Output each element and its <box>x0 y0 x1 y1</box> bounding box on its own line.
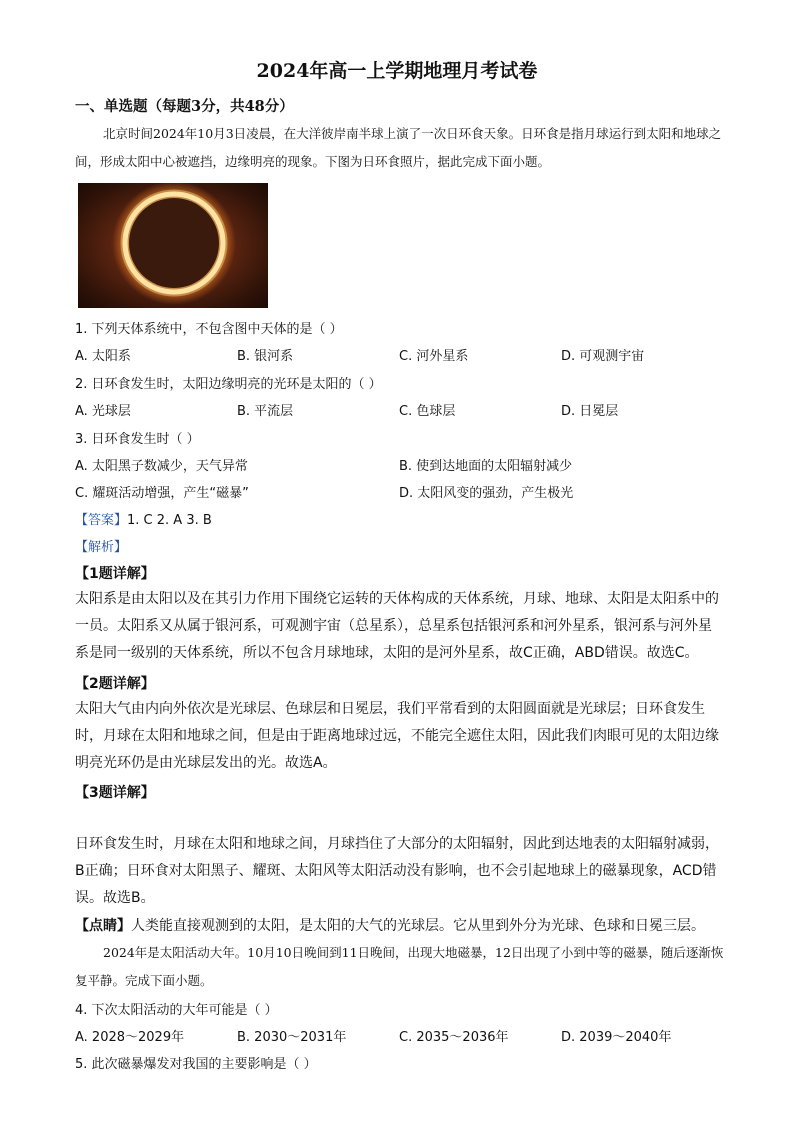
q3-option-d: D. 太阳风变的强劲，产生极光 <box>399 486 574 501</box>
detail-1-text: 太阳系是由太阳以及在其引力作用下围绕它运转的天体构成的天体系统，月球、地球、太阳是太阳系中的一员。太阳系又从属于银河系，可观测宇宙（总星系），总星系包括银河系和河外星系，银河系与河外星系是同一级别的天体系统，所以不包含月球地球，太阳的是河外星系，故C正确，ABD错误。故选C。 <box>75 591 719 661</box>
q4-option-c: C. 2035～2036年 <box>399 1030 509 1045</box>
question-5-stem: 5. 此次磁暴爆发对我国的主要影响是（ ） <box>75 1057 317 1072</box>
question-4-stem: 4. 下次太阳活动的大年可能是（ ） <box>75 1003 278 1018</box>
intro-paragraph-1: 北京时间2024年10月3日凌晨，在大洋彼岸南半球上演了一次日环食天象。日环食是指月球运行到太阳和地球之间，形成太阳中心被遮挡，边缘明亮的现象。下图为日环食照片，据此完成下面小题。 <box>75 126 722 169</box>
q1-option-b: B. 银河系 <box>237 349 294 364</box>
detail-3-label: 【3题详解】 <box>75 785 155 801</box>
detail-2-label: 【2题详解】 <box>75 676 155 692</box>
q1-option-a: A. 太阳系 <box>75 349 131 364</box>
section-heading: 一、单选题（每题3分，共48分） <box>75 98 294 115</box>
question-2-stem: 2. 日环食发生时，太阳边缘明亮的光环是太阳的（ ） <box>75 377 382 392</box>
answer-label: 【答案】 <box>75 513 128 528</box>
q2-option-c: C. 色球层 <box>399 404 456 419</box>
q1-option-d: D. 可观测宇宙 <box>561 349 645 364</box>
page-title: 2024年高一上学期地理月考试卷 <box>256 60 538 82</box>
intro-paragraph-2: 2024年是太阳活动大年。10月10日晚间到11日晚间，出现大地磁暴，12日出现了小到中等的磁暴，随后逐渐恢复平静。完成下面小题。 <box>75 945 724 988</box>
q2-option-d: D. 日冕层 <box>561 404 619 419</box>
q1-option-c: C. 河外星系 <box>399 349 469 364</box>
detail-2-text: 太阳大气由内向外依次是光球层、色球层和日冕层，我们平常看到的太阳圆面就是光球层；日环食发生时，月球在太阳和地球之间，但是由于距离地球过远，不能完全遮住太阳，因此我们肉眼可见的太阳边缘明亮光环仍是由光球层发出的光。故选A。 <box>75 701 719 771</box>
tip-label: 【点睛】 <box>75 918 131 934</box>
tip-text: 人类能直接观测到的太阳，是太阳的大气的光球层。它从里到外分为光球、色球和日冕三层。 <box>131 918 705 934</box>
q3-option-b: B. 使到达地面的太阳辐射减少 <box>399 459 573 474</box>
q2-option-b: B. 平流层 <box>237 404 294 419</box>
q3-option-a: A. 太阳黑子数减少，天气异常 <box>75 459 248 474</box>
analysis-label: 【解析】 <box>75 540 128 555</box>
question-3-stem: 3. 日环食发生时（ ） <box>75 432 200 447</box>
annular-eclipse-photo <box>78 183 268 308</box>
detail-1-label: 【1题详解】 <box>75 566 155 582</box>
q2-option-a: A. 光球层 <box>75 404 131 419</box>
question-1-stem: 1. 下列天体系统中，不包含图中天体的是（ ） <box>75 322 343 337</box>
q4-option-a: A. 2028～2029年 <box>75 1030 185 1045</box>
detail-3-text: 日环食发生时，月球在太阳和地球之间，月球挡住了大部分的太阳辐射，因此到达地表的太阳辐射减弱，B正确；日环食对太阳黑子、耀斑、太阳风等太阳活动没有影响，也不会引起地球上的磁暴现象，ACD错误。故选B。 <box>75 836 719 906</box>
q3-option-c: C. 耀斑活动增强，产生“磁暴” <box>75 486 249 501</box>
answer-line <box>75 509 212 528</box>
answer-text: 1. C 2. A 3. B <box>127 513 212 528</box>
q4-option-b: B. 2030～2031年 <box>237 1030 347 1045</box>
tip-line <box>75 915 705 935</box>
q4-option-d: D. 2039～2040年 <box>561 1030 672 1045</box>
